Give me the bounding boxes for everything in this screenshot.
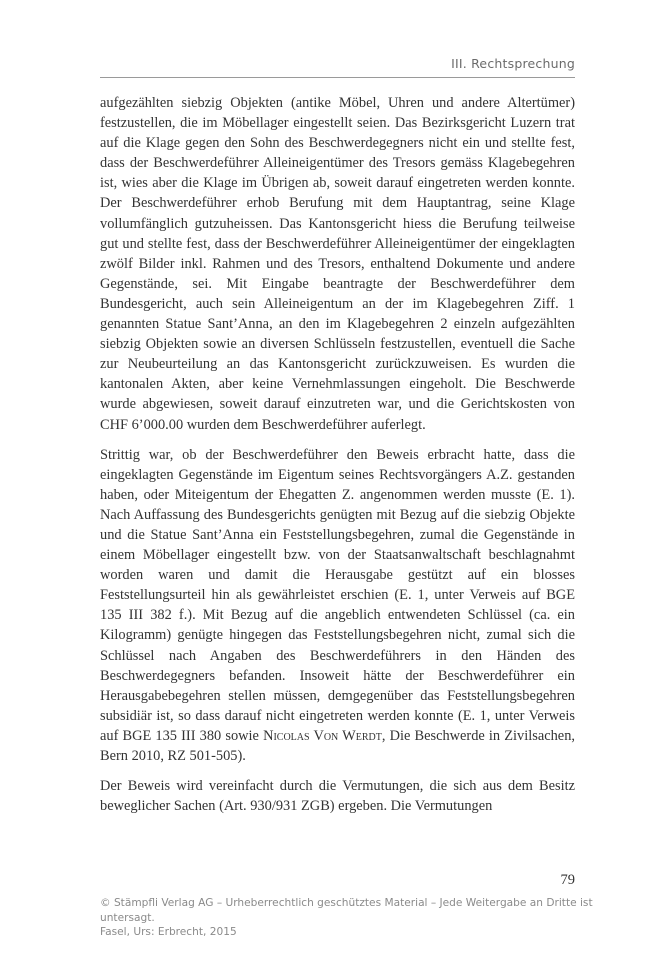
paragraph-2 [100,445,575,767]
paragraph-2-tail: , Die Beschwerde in Zivilsachen, Bern 2010, RZ 501-505). [100,727,575,764]
author-name: Nicolas Von Werdt [263,727,382,744]
body-text [100,93,575,816]
running-head: III. Rechtsprechung [451,56,575,71]
paragraph-1: aufgezählten siebzig Objekten (antike Möbel, Uhren und andere Altertümer) festzustellen, die im Möbellager eingestellt seien. Das Bezirksgericht Luzern trat auf die Klage gegen den Sohn des Beschwerdegegners nicht ein und stellte fest, dass der Beschwerdeführer Alleineigentümer des Tresors gemäss Klagebegehren ist, wies aber die Klage im Übrigen ab, soweit darauf eingetreten werden konnte. Der Beschwerdeführer erhob Berufung mit dem Hauptantrag, seine Klage vollumfänglich gutzuheissen. Das Kantonsgericht hiess die Berufung teilweise gut und stellte fest, dass der Beschwerdeführer Alleineigentümer der eingeklagten zwölf Bilder inkl. Rahmen und des Tresors, enthaltend Dokumente und andere Gegenstände, sei. Mit Eingabe beantragte der Beschwerdeführer dem Bundesgericht, auch sein Alleineigentum an der im Klagebegehren Ziff. 1 genannten Statue Sant’Anna, an den im Klagebegehren 2 einzeln aufgezählten siebzig Objekten sowie an diversen Schlüsseln festzustellen, eventuell die Sache zur Neubeurteilung an das Kantonsgericht zurückzuweisen. Es wurden die kantonalen Akten, aber keine Vernehmlassungen eingeholt. Die Beschwerde wurde abgewiesen, soweit darauf einzutreten war, und die Gerichtskosten von CHF 6’000.00 wurden dem Beschwerdeführer auferlegt. [100,95,575,433]
paragraph-3: Der Beweis wird vereinfacht durch die Vermutungen, die sich aus dem Besitz beweglicher Sachen (Art. 930/931 ZGB) ergeben. Die Vermutungen [100,778,575,815]
footer [100,896,600,940]
header-rule [100,77,575,78]
copyright-notice: © Stämpfli Verlag AG – Urheberrechtlich geschütztes Material – Jede Weitergabe an Dritte ist untersagt. [100,897,593,924]
source-citation: Fasel, Urs: Erbrecht, 2015 [100,926,237,938]
paragraph-2-main: Strittig war, ob der Beschwerdeführer den Beweis erbracht hatte, dass die eingeklagten Gegenstände im Eigentum seines Rechtsvorgängers A.Z. gestanden haben, oder Miteigentum der Ehegatten Z. angenommen werden musste (E. 1). Nach Auffassung des Bundesgerichts genügten mit Bezug auf die siebzig Objekte und die Statue Sant’Anna ein Feststellungsbegehren, zumal die Gegenstände in einem Möbellager eingestellt bzw. von der Staatsanwaltschaft beschlagnahmt worden waren und damit die Herausgabe gestützt auf ein blosses Feststellungsurteil hin als gewährleistet erschien (E. 1, unter Verweis auf BGE 135 III 382 f.). Mit Bezug auf die angeblich entwendeten Schlüssel (ca. ein Kilogramm) genügte hingegen das Feststellungsbegehren nicht, zumal sich die Schlüssel nach Angaben des Beschwerdeführers in den Händen des Beschwerdegegners befanden. Insoweit hätte der Beschwerdeführer ein Herausgabebegehren stellen müssen, demgegenüber das Feststellungsbegehren subsidiär ist, so dass darauf nicht eingetreten werden konnte (E. 1, unter Verweis auf BGE 135 III 380 sowie [100,446,575,744]
page-number: 79 [560,872,575,888]
